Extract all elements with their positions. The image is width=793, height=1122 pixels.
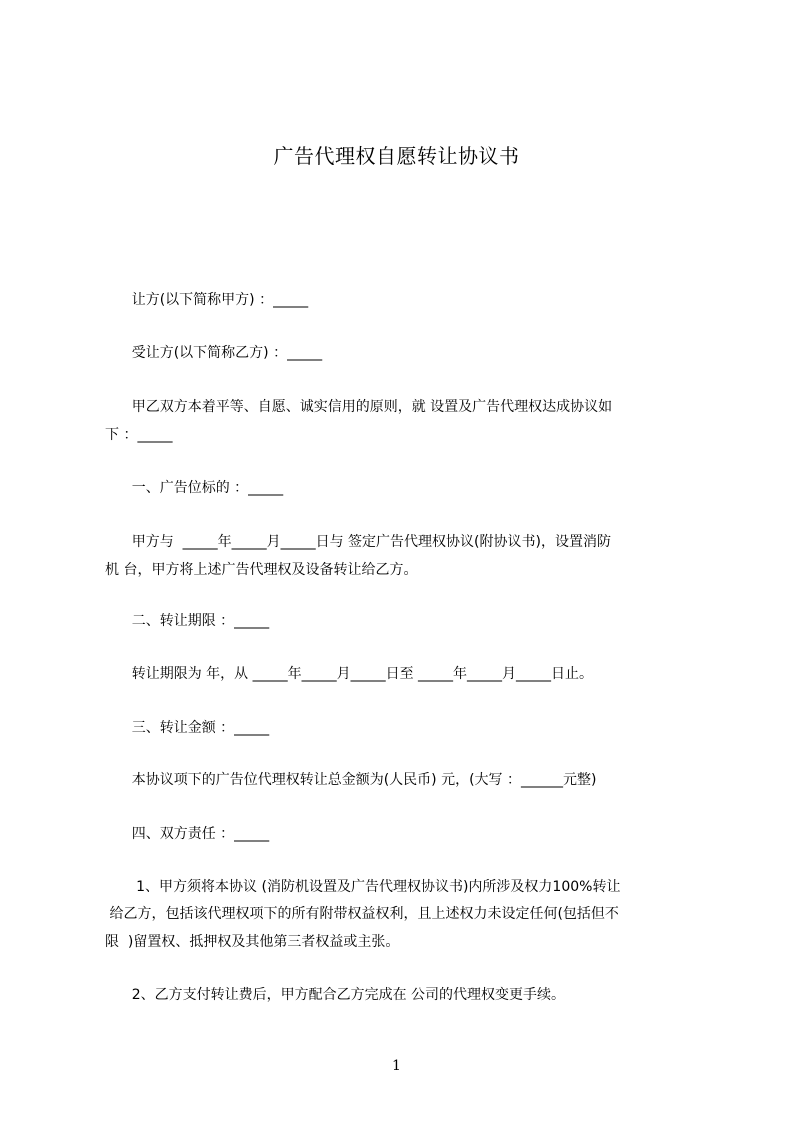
- transferor-line: 让方(以下简称甲方) ：_____: [105, 292, 309, 308]
- preamble-line-2: 下 ：_____: [105, 427, 173, 443]
- page-number: 1: [392, 1058, 401, 1074]
- clause-2-line: 2、乙方支付转让费后，甲方配合乙方完成在 公司的代理权变更手续。: [105, 987, 566, 1003]
- clause-1-line-3: 限 )留置权、抵押权及其他第三者权益或主张。: [105, 934, 400, 950]
- section-4-heading: 四、双方责任 ：_____: [105, 826, 270, 842]
- section-1-text-line-1: 甲方与 _____年_____月_____日与 签定广告代理权协议(附协议书)，设置消防: [105, 534, 611, 550]
- section-1-text-line-2: 机 台，甲方将上述广告代理权及设备转让给乙方。: [105, 562, 418, 578]
- document-title: 广告代理权自愿转让协议书: [273, 144, 520, 168]
- clause-1-line-1: 1、甲方须将本协议 (消防机设置及广告代理权协议书)内所涉及权力100%转让: [105, 879, 621, 895]
- section-1-heading: 一、广告位标的 ：_____: [105, 480, 284, 496]
- section-3-heading: 三、转让金额 ：_____: [105, 720, 270, 736]
- section-3-text: 本协议项下的广告位代理权转让总金额为(人民币) 元，(大写 ：______元整): [105, 772, 597, 788]
- section-2-text: 转让期限为 年，从 _____年_____月_____日至 _____年_____月_____日止。: [105, 666, 594, 682]
- transferee-line: 受让方(以下简称乙方) ：_____: [105, 345, 323, 361]
- clause-1-line-2: 给乙方，包括该代理权项下的所有附带权益权利，且上述权力未设定任何(包括但不: [105, 906, 619, 922]
- preamble-line-1: 甲乙双方本着平等、自愿、诚实信用的原则，就 设置及广告代理权达成协议如: [105, 399, 613, 415]
- section-2-heading: 二、转让期限 ：_____: [105, 613, 270, 629]
